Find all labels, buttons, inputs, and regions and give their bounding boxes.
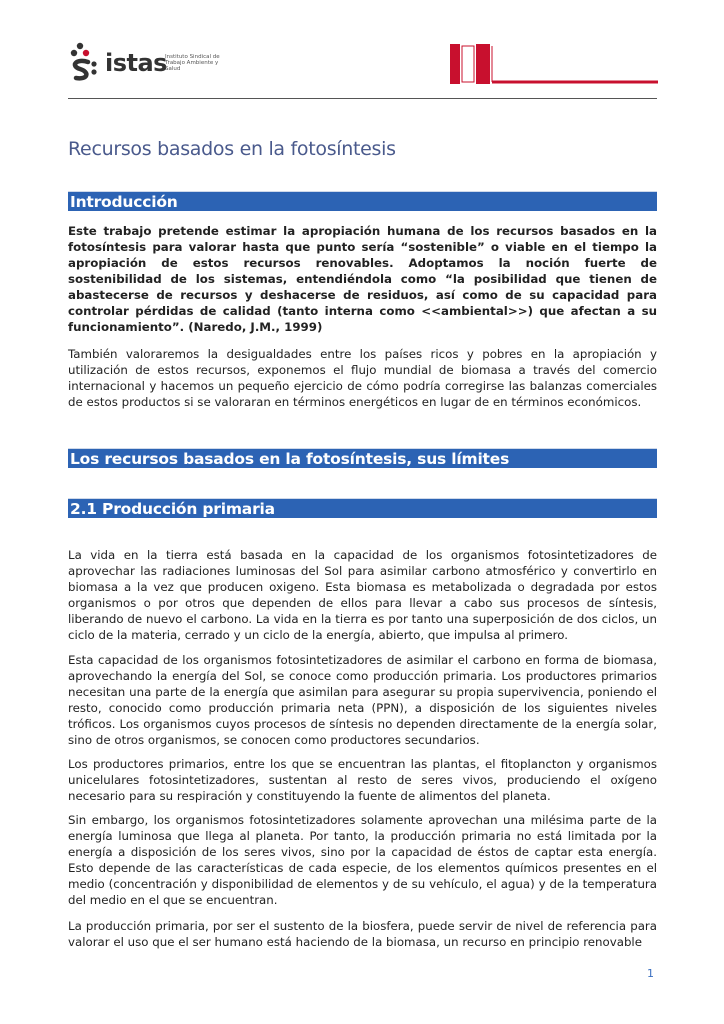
body-paragraph-3: Los productores primarios, entre los que se encuentran las plantas, el fitoplancton y organismos unicelulares fotosintetizadores, sustentan al resto de seres vivos, produciendo el oxígeno necesario para su respiración y constituyendo la fuente de alimentos del planeta. [68,757,657,803]
body-paragraph-4: Sin embargo, los organismos fotosintetizadores solamente aprovechan una milésima parte de la energía luminosa que llega al planeta. Por tanto, la producción primaria no está limitada por la energía a disposición de los seres vivos, sino por la capacidad de éstos de captar esta energía. Esto depende de las características de cada especie, de los elementos químicos presentes en el medio (concentración y disponibilidad de elementos y de su vehículo, el agua) y de la temperatura del medio en el que se encuentran. [68,813,657,907]
section-heading-produccion-primaria: 2.1 Producción primaria [68,498,657,518]
foundation-logo [450,44,658,84]
section-heading-limites: Los recursos basados en la fotosíntesis, sus límites [68,448,657,468]
page-header [0,0,724,100]
intro-paragraph-2: También valoraremos la desigualdades entre los países ricos y pobres en la apropiación y utilización de estos recursos, exponemos el flujo mundial de biomasa a través del comercio internacional y hacemos un pequeño ejercicio de cómo podría corregirse las balanzas comerciales de estos productos si se valoraran en términos energéticos en lugar de en términos económicos. [68,347,657,409]
intro-bold-paragraph: Este trabajo pretende estimar la apropiación humana de los recursos basados en la fotosíntesis para valorar hasta que punto sería “sostenible” o viable en el tiempo la apropiación de estos recursos renovables. Adoptamos la noción fuerte de sostenibilidad de los sistemas, entendiéndola como “la posibilidad que tienen de abastecerse de recursos y deshacerse de residuos, así como de su capacidad para controlar pérdidas de calidad (tanto interna como <<ambiental>>) que afectan a su funcionamiento”. (Naredo, J.M., 1999) [68,224,657,334]
page-number: 1 [647,967,654,980]
header-divider [68,98,657,99]
body-paragraph-5: La producción primaria, por ser el sustento de la biosfera, puede servir de nivel de referencia para valorar el uso que el ser humano está haciendo de la biomasa, un recurso en principio renovable [68,919,657,949]
document-title: Recursos basados en la fotosíntesis [68,138,396,160]
istas-logo-name: istas [105,49,167,77]
section-heading-introduccion: Introducción [68,191,657,211]
body-paragraph-1: La vida en la tierra está basada en la capacidad de los organismos fotosintetizadores de aprovechar las radiaciones luminosas del Sol para asimilar carbono atmosférico y convertirlo en biomasa a la vez que producen oxigeno. Esta biomasa es metabolizada o degradada por estos organismos o por otros que dependen de ellos para llevar a cabo sus procesos de síntesis, liberando de nuevo el carbono. La vida en la tierra es por tanto una superposición de dos ciclos, un ciclo de la materia, cerrado y un ciclo de la energía, abierto, que impulsa al primero. [68,548,657,642]
istas-logo-subtitle: Instituto Sindical de Trabajo Ambiente y Salud [165,54,220,72]
istas-logo-mark [66,42,102,82]
body-paragraph-2: Esta capacidad de los organismos fotosintetizadores de asimilar el carbono en forma de biomasa, aprovechando la energía del Sol, se conoce como producción primaria. Los productores primarios necesitan una parte de la energía que asimilan para asegurar su propia supervivencia, poniendo el resto, conocido como producción primaria neta (PPN), a disposición de los siguientes niveles tróficos. Los organismos cuyos procesos de síntesis no dependen directamente de la energía solar, sino de otros organismos, se conocen como productores secundarios. [68,653,657,747]
